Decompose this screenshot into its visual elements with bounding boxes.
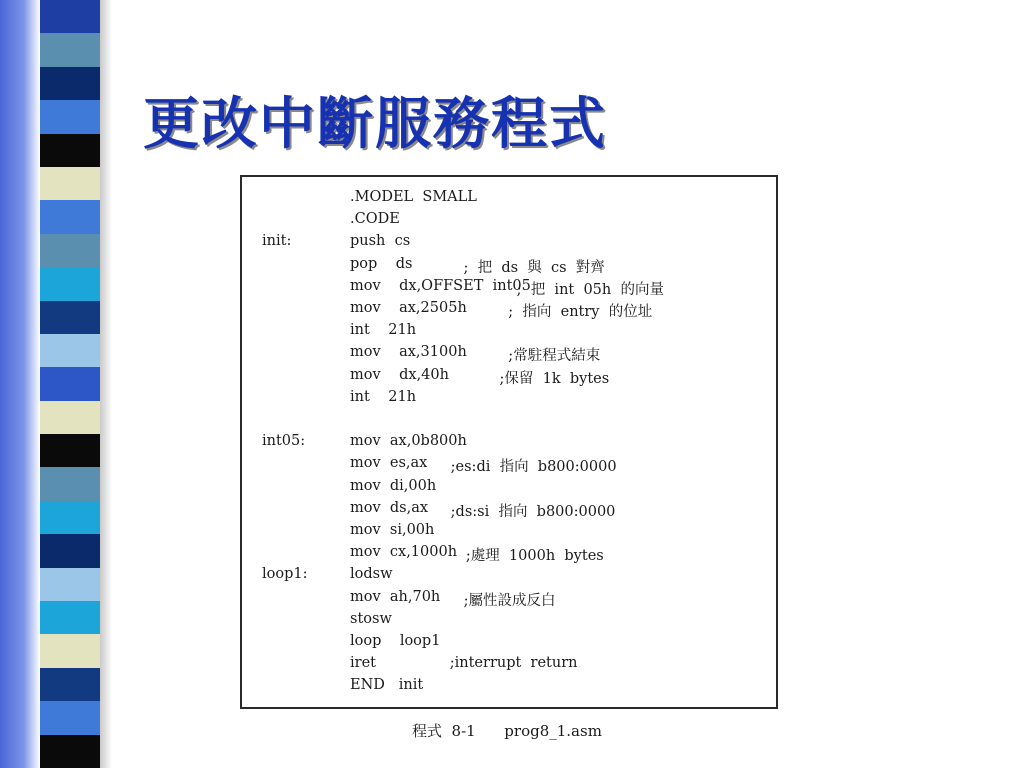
strip-block xyxy=(40,67,100,101)
code-instruction: mov ds,ax xyxy=(350,499,429,516)
strip-block xyxy=(40,501,100,535)
code-label: int05: xyxy=(262,433,306,450)
code-line xyxy=(242,544,776,566)
code-comment: ; 把 int 05h 的向量 xyxy=(512,281,664,298)
code-line xyxy=(242,256,776,278)
code-comment: ;ds:si 指向 b800:0000 xyxy=(423,503,616,520)
code-line xyxy=(242,344,776,366)
code-line xyxy=(242,589,776,611)
strip-block xyxy=(40,167,100,201)
code-instruction: mov ax,3100h xyxy=(350,344,467,361)
code-line xyxy=(242,455,776,477)
code-instruction: pop ds xyxy=(350,255,413,272)
strip-blocks xyxy=(40,0,100,768)
slide-title: 更改中斷服務程式 xyxy=(143,92,607,157)
code-line xyxy=(242,478,776,500)
code-instruction: push cs xyxy=(350,233,411,250)
code-instruction: mov ax,0b800h xyxy=(350,433,467,450)
code-instruction: mov es,ax xyxy=(350,455,428,472)
strip-block xyxy=(40,267,100,301)
strip-block xyxy=(40,334,100,368)
code-comment: ;屬性設成反白 xyxy=(436,592,556,609)
strip-block xyxy=(40,601,100,635)
code-comment: ;處理 1000h bytes xyxy=(452,548,604,565)
strip-block xyxy=(40,200,100,234)
code-instruction: mov cx,1000h xyxy=(350,544,458,561)
strip-block xyxy=(40,301,100,335)
code-line xyxy=(242,611,776,633)
code-comment: ;es:di 指向 b800:0000 xyxy=(423,459,617,476)
strip-block xyxy=(40,100,100,134)
strip-gradient xyxy=(0,0,40,768)
code-instruction: iret xyxy=(350,655,376,672)
code-line xyxy=(242,566,776,588)
strip-block xyxy=(40,367,100,401)
code-line xyxy=(242,389,776,411)
code-instruction: END init xyxy=(350,677,424,694)
code-comment: ; 把 ds 與 cs 對齊 xyxy=(399,259,605,276)
code-instruction: int 21h xyxy=(350,388,417,405)
code-instruction: mov ax,2505h xyxy=(350,300,467,316)
code-line xyxy=(242,433,776,455)
code-line xyxy=(242,411,776,433)
code-listing-figure xyxy=(240,175,778,709)
strip-block xyxy=(40,0,100,34)
strip-block xyxy=(40,467,100,501)
code-instruction: lodsw xyxy=(350,566,393,583)
code-instruction: int 21h xyxy=(350,322,417,339)
strip-block xyxy=(40,401,100,435)
code-line xyxy=(242,322,776,344)
code-instruction: stosw xyxy=(350,610,392,627)
strip-block xyxy=(40,534,100,568)
strip-block xyxy=(40,234,100,268)
code-comment: ;保留 1k bytes xyxy=(435,370,610,387)
code-instruction: .CODE xyxy=(350,211,400,228)
code-instruction: mov di,00h xyxy=(350,477,437,494)
strip-shadow xyxy=(100,0,112,768)
code-line xyxy=(242,233,776,255)
strip-block xyxy=(40,735,100,768)
code-instruction: .MODEL SMALL xyxy=(350,189,477,205)
code-line xyxy=(242,367,776,389)
code-label: loop1: xyxy=(262,566,308,583)
code-instruction: mov ah,70h xyxy=(350,588,441,605)
figure-caption: 程式 8-1 prog8_1.asm xyxy=(412,722,602,740)
code-line xyxy=(242,211,776,233)
strip-block xyxy=(40,634,100,668)
code-line xyxy=(242,677,776,699)
code-line xyxy=(242,189,776,211)
code-instruction: mov si,00h xyxy=(350,522,435,538)
decorative-side-strip xyxy=(0,0,120,768)
code-line xyxy=(242,633,776,655)
strip-block xyxy=(40,434,100,468)
code-line xyxy=(242,522,776,544)
strip-block xyxy=(40,568,100,602)
code-line xyxy=(242,300,776,322)
code-comment: ; 指向 entry 的位址 xyxy=(453,304,653,320)
strip-block xyxy=(40,668,100,702)
code-comment: ;常駐程式結束 xyxy=(453,348,601,365)
strip-block xyxy=(40,701,100,735)
code-instruction: loop loop1 xyxy=(350,633,441,649)
code-label: init: xyxy=(262,233,292,250)
strip-block xyxy=(40,134,100,168)
code-comment: ;interrupt return xyxy=(376,655,578,672)
code-line xyxy=(242,500,776,522)
strip-block xyxy=(40,33,100,67)
code-instruction: mov dx,40h xyxy=(350,366,449,383)
code-instruction: mov dx,OFFSET int05 xyxy=(350,277,531,294)
code-line xyxy=(242,278,776,300)
code-line xyxy=(242,655,776,677)
